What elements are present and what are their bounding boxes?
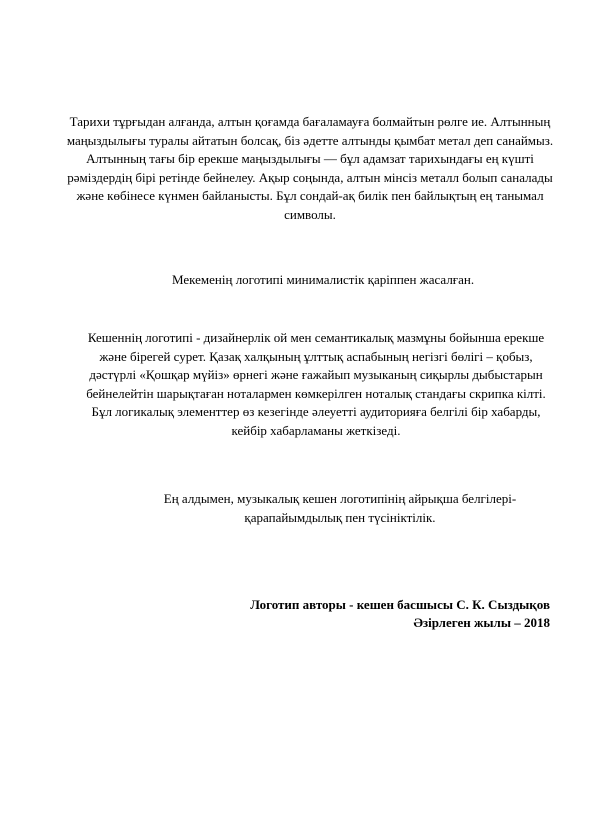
signature-year: Әзірлеген жылы – 2018 [413, 615, 550, 630]
paragraph-logo-font: Мекеменің логотипі минималистік қаріппен жасалған. [172, 272, 475, 287]
paragraph-logo-description: Кешеннің логотипі - дизайнерлік ой мен семантикалық мазмұны бойынша ерекше және бірегей сурет. Қазақ халқының ұлттық аспабының негізгі бөлігі – қобыз, дәстүрлі «Қошқар мүйіз» өрнегі және ғажайып музыканың сиқырлы дыбыстарын бейнелейтін шарықтаған ноталармен көмкерілген ноталық стандағы скрипка кілті. Бұл логикалық элементтер өз кезегінде әлеуетті аудиторияға белгілі бір хабарды, кейбір хабарламаны жеткізеді. [86, 330, 546, 438]
paragraph-gold-history: Тарихи тұрғыдан алғанда, алтын қоғамда бағаламауға болмайтын рөлге ие. Алтынның маңыздылығы туралы айтатын болсақ, біз әдетте алтынды қымбат метал деп санаймыз. Алтынның тағы бір ерекше маңыздылығы — бұл адамзат тарихындағы ең күшті рәміздердің бірі ретінде бейнелеу. Ақыр соңында, алтын мінсіз металл болып саналады және көбінесе күнмен байланысты. Бұл сондай-ақ билік пен байлықтың ең танымал символы. [66, 114, 554, 222]
paragraph-logo-features: Ең алдымен, музыкалық кешен логотипінің айрықша белгілері- қарапайымдылық пен түсініктілік. [163, 491, 517, 525]
signature-author: Логотип авторы - кешен басшысы С. К. Сыздықов [250, 597, 550, 612]
